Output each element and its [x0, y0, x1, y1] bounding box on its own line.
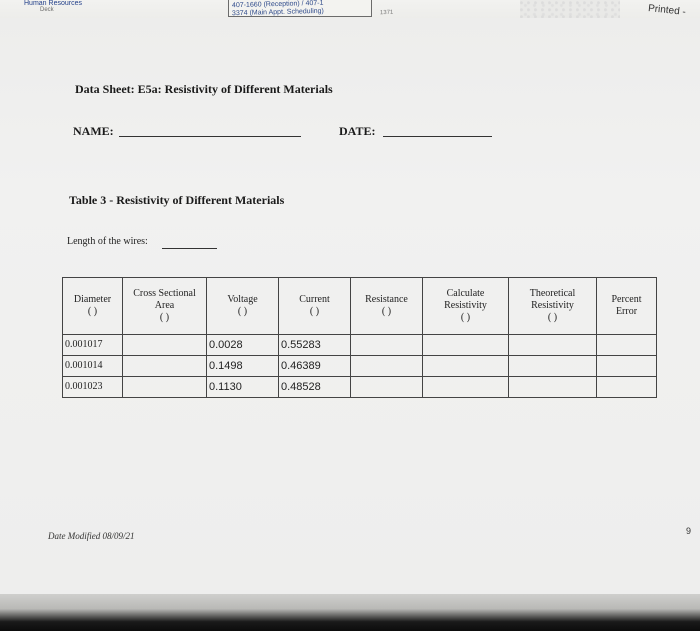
header-text: Calculate	[446, 288, 485, 299]
table-row	[63, 377, 657, 398]
cell-theo-resistivity[interactable]	[509, 356, 597, 377]
name-field[interactable]	[119, 136, 301, 137]
table-header-row	[63, 278, 657, 335]
table-row	[63, 356, 657, 377]
header-text: Theoretical	[529, 288, 576, 299]
header-text: Area	[154, 300, 175, 311]
header-text: Resistance	[365, 294, 408, 305]
name-label: NAME:	[73, 124, 114, 138]
date-field[interactable]	[383, 136, 492, 137]
cell-voltage[interactable]: 0.1130	[207, 377, 279, 398]
header-text: Diameter	[73, 294, 112, 305]
header-unit: ( )	[460, 312, 471, 323]
header-diameter	[63, 278, 123, 335]
table-edge-shadow	[0, 594, 700, 631]
length-label: Length of the wires:	[67, 236, 148, 247]
cell-calc-resistivity[interactable]	[423, 377, 509, 398]
page-number: 9	[686, 526, 692, 536]
cell-percent-error[interactable]	[597, 377, 657, 398]
cell-calc-resistivity[interactable]	[423, 335, 509, 356]
header-current	[279, 278, 351, 335]
cell-resistance[interactable]	[351, 356, 423, 377]
bg-phone-line-1: 407-1660 (Reception) / 407-1	[231, 0, 324, 10]
cell-voltage[interactable]: 0.1498	[207, 356, 279, 377]
header-unit: ( )	[237, 306, 248, 317]
header-theo-resistivity	[509, 278, 597, 335]
cell-resistance[interactable]	[351, 335, 423, 356]
bg-phone-line-2: 3374 (Main Appt. Scheduling)	[231, 7, 324, 18]
header-unit: ( )	[547, 312, 558, 323]
cell-diameter[interactable]: 0.001017	[63, 335, 123, 356]
cell-percent-error[interactable]	[597, 335, 657, 356]
cell-area[interactable]	[123, 356, 207, 377]
bg-human-resources-text: Human Resources	[24, 0, 82, 7]
header-text: Current	[299, 294, 330, 305]
bg-printed-text: Printed -	[647, 3, 687, 18]
cell-area[interactable]	[123, 335, 207, 356]
table-title: Table 3 - Resistivity of Different Materials	[69, 193, 285, 207]
header-area	[123, 278, 207, 335]
date-modified-footer: Date Modified 08/09/21	[48, 531, 135, 541]
header-percent-error	[597, 278, 657, 335]
cell-voltage[interactable]: 0.0028	[207, 335, 279, 356]
bg-fragment-text: 1371	[379, 9, 394, 17]
length-field[interactable]	[162, 248, 217, 249]
header-unit: ( )	[87, 306, 98, 317]
header-resistance	[351, 278, 423, 335]
cell-theo-resistivity[interactable]	[509, 377, 597, 398]
cell-calc-resistivity[interactable]	[423, 356, 509, 377]
header-calc-resistivity	[423, 278, 509, 335]
header-text: Voltage	[227, 294, 258, 305]
cell-diameter[interactable]: 0.001023	[63, 377, 123, 398]
cell-current[interactable]: 0.46389	[279, 356, 351, 377]
page-title: Data Sheet: E5a: Resistivity of Different Materials	[75, 82, 333, 96]
header-text: Cross Sectional	[133, 288, 196, 299]
header-text: Error	[615, 306, 638, 317]
cell-current[interactable]: 0.55283	[279, 335, 351, 356]
cell-theo-resistivity[interactable]	[509, 335, 597, 356]
table-row	[63, 335, 657, 356]
cell-area[interactable]	[123, 377, 207, 398]
date-label: DATE:	[339, 124, 376, 138]
header-text: Resistivity	[531, 300, 574, 311]
cell-current[interactable]: 0.48528	[279, 377, 351, 398]
header-unit: ( )	[309, 306, 320, 317]
bg-deck-text: Deck	[40, 7, 54, 13]
cell-diameter[interactable]: 0.001014	[63, 356, 123, 377]
header-text: Percent	[611, 294, 642, 305]
cell-percent-error[interactable]	[597, 356, 657, 377]
header-unit: ( )	[159, 312, 170, 323]
cell-resistance[interactable]	[351, 377, 423, 398]
header-unit: ( )	[381, 306, 392, 317]
header-text: Resistivity	[444, 300, 487, 311]
header-voltage	[207, 278, 279, 335]
resistivity-table	[62, 277, 657, 398]
